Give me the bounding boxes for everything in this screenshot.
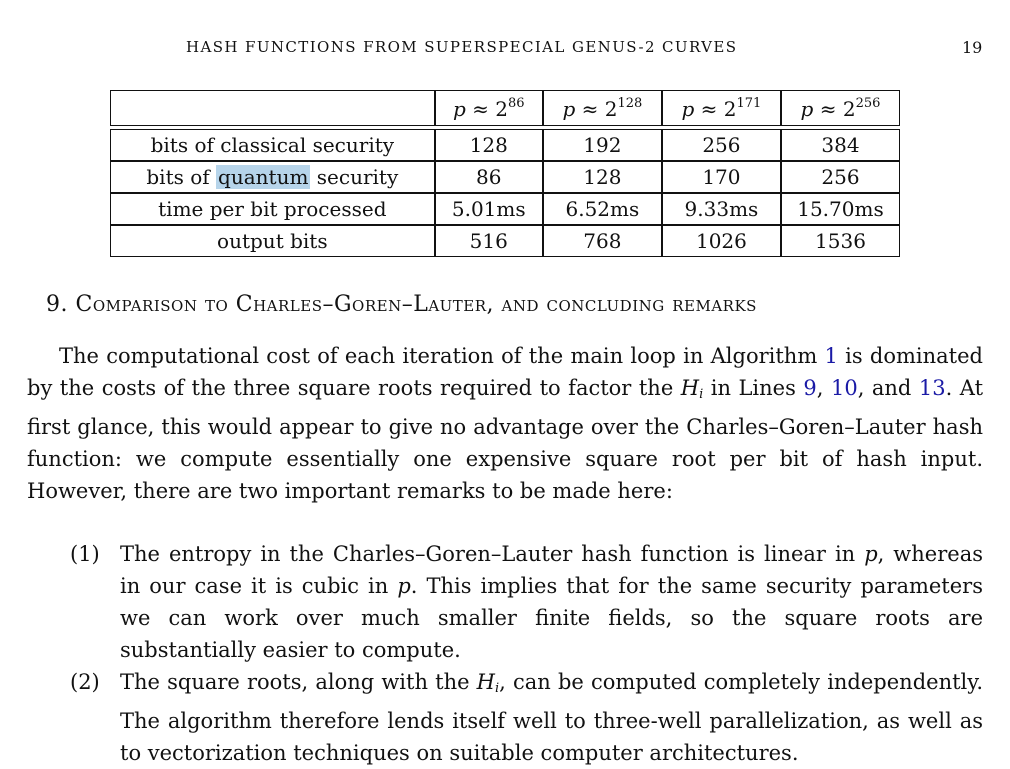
- table-cell: 6.52ms: [543, 193, 662, 225]
- row-label: bits of quantum security: [110, 161, 435, 193]
- highlighted-text[interactable]: quantum: [218, 165, 309, 189]
- row-label: bits of classical security: [110, 129, 435, 161]
- line-13-ref-link[interactable]: 13: [918, 376, 946, 400]
- table-cell: 128: [435, 129, 543, 161]
- table-cell: 256: [781, 161, 900, 193]
- line-9-ref-link[interactable]: 9: [803, 376, 817, 400]
- table-row: [110, 129, 900, 161]
- table-cell: 86: [435, 161, 543, 193]
- table-cell: 15.70ms: [781, 193, 900, 225]
- line-10-ref-link[interactable]: 10: [830, 376, 858, 400]
- table-cell: 128: [543, 161, 662, 193]
- body-paragraph: The computational cost of each iteration of the main loop in Algorithm 1 is dominated by the costs of the three square roots required to factor the $H_i$ in Lines 9, 10, and 13. At first glance, this would appear to give no advantage over the Charles–Goren–Lauter hash function: we compute essentially one expensive square root per bit of hash input. However, there are two important remarks to be made here:: [27, 344, 984, 503]
- table-cell: 192: [543, 129, 662, 161]
- table-cell: 1026: [662, 225, 781, 257]
- page-number: 19: [962, 38, 983, 57]
- table-cell: 170: [662, 161, 781, 193]
- section-heading: [46, 292, 757, 317]
- table-header-cell: $p \approx 2^{171}$: [662, 90, 781, 126]
- security-table: [110, 90, 900, 257]
- table-cell: 1536: [781, 225, 900, 257]
- table-header-row: [110, 90, 900, 126]
- row-label: output bits: [110, 225, 435, 257]
- table-cell: 9.33ms: [662, 193, 781, 225]
- table-cell: 384: [781, 129, 900, 161]
- table-header-cell: $p \approx 2^{86}$: [435, 90, 543, 126]
- section-title: Comparison to Charles–Goren–Lauter, and concluding remarks: [75, 292, 757, 317]
- table-cell: 5.01ms: [435, 193, 543, 225]
- row-label: time per bit processed: [110, 193, 435, 225]
- table-header-cell: $p \approx 2^{256}$: [781, 90, 900, 126]
- remarks-list: [70, 538, 983, 769]
- table-cell: 256: [662, 129, 781, 161]
- table-row: [110, 161, 900, 193]
- list-marker: (2): [70, 670, 100, 694]
- table-row: [110, 193, 900, 225]
- list-item: (1) The entropy in the Charles–Goren–Lauter hash function is linear in p, whereas in our case it is cubic in p. This implies that for the same security parameters we can work over much smaller finite fields, so the square roots are substantially easier to compute.: [70, 538, 983, 666]
- list-item: (2) The square roots, along with the $H_i$, can be computed completely independently. The algorithm therefore lends itself well to three-well parallelization, as well as to vectorization techniques on suitable computer architectures.: [70, 666, 983, 769]
- section-number: 9.: [46, 292, 68, 317]
- table-row: [110, 225, 900, 257]
- table-cell: 768: [543, 225, 662, 257]
- table-cell: 516: [435, 225, 543, 257]
- list-marker: (1): [70, 542, 100, 566]
- table-header-cell: $p \approx 2^{128}$: [543, 90, 662, 126]
- table-header-empty: [110, 90, 435, 126]
- running-head: HASH FUNCTIONS FROM SUPERSPECIAL GENUS-2 CURVES: [186, 38, 738, 56]
- algorithm-ref-link[interactable]: 1: [824, 344, 838, 368]
